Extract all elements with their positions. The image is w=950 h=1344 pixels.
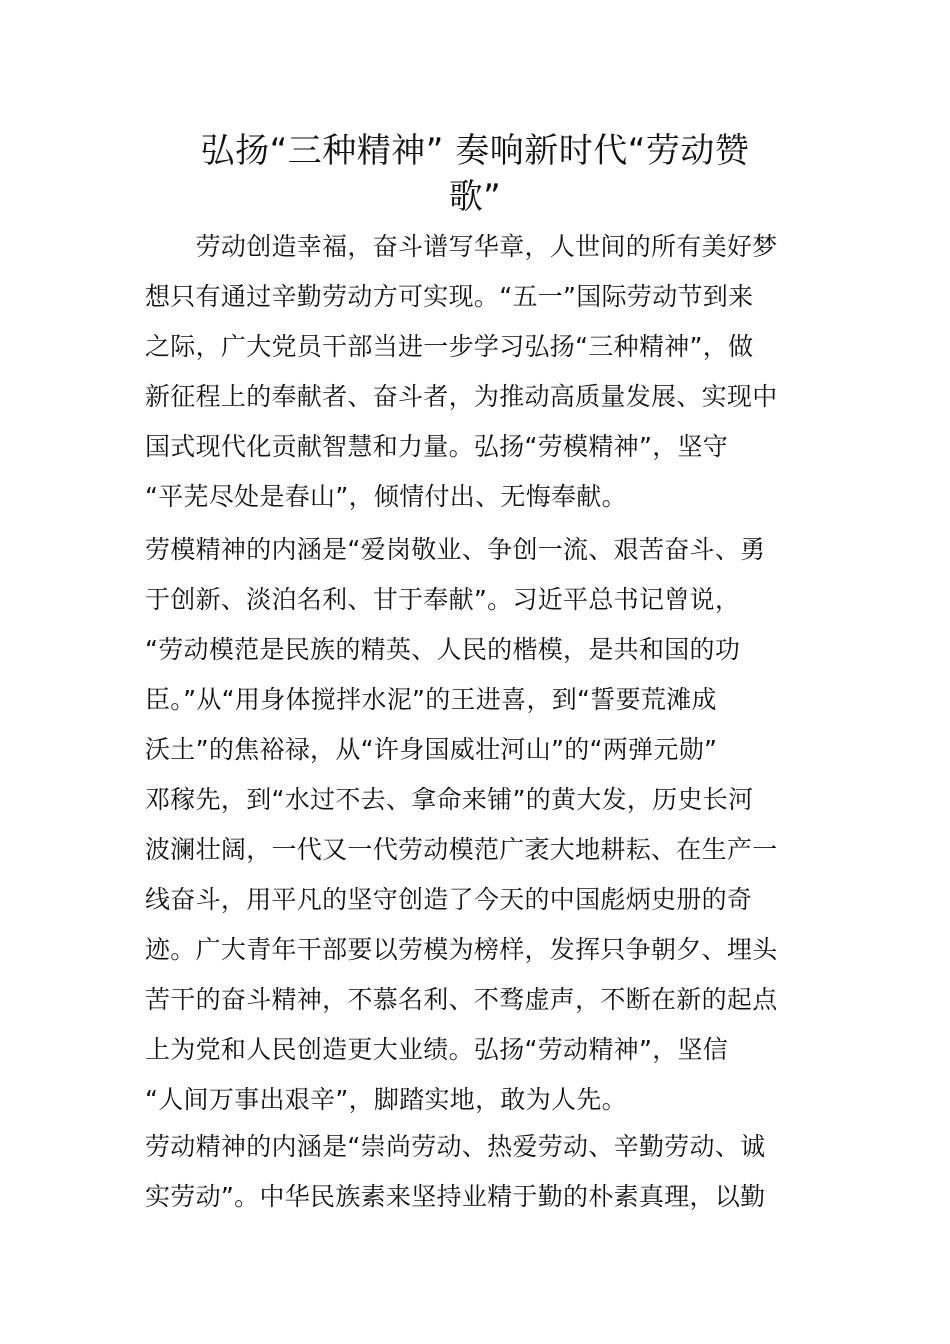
text-line: 想只有通过辛勤劳动方可实现。“五一”国际劳动节到来 bbox=[145, 282, 754, 311]
text-line: 新征程上的奉献者、奋斗者，为推动高质量发展、实现中 bbox=[145, 382, 778, 411]
text-line: 实劳动”。中华民族素来坚持业精于勤的朴素真理，以勤 bbox=[145, 1182, 766, 1211]
paragraph-3 bbox=[145, 1122, 807, 1222]
title-line: 弘扬“三种精神” 奏响新时代“劳动赞 bbox=[200, 131, 750, 171]
text-line: 劳模精神的内涵是“爱岗敬业、争创一流、艰苦奋斗、勇 bbox=[145, 535, 766, 564]
paragraph-2 bbox=[145, 525, 807, 1125]
text-line: “人间万事出艰辛”，脚踏实地，敢为人先。 bbox=[145, 1085, 627, 1114]
text-line: 劳动创造幸福，奋斗谱写华章，人世间的所有美好梦 bbox=[145, 232, 778, 261]
text-line: 沃土”的焦裕禄，从“许身国威壮河山”的“两弹元勋” bbox=[145, 735, 718, 764]
text-line: 苦干的奋斗精神，不慕名利、不骛虚声，不断在新的起点 bbox=[145, 985, 778, 1014]
text-line: 之际，广大党员干部当进一步学习弘扬“三种精神”，做 bbox=[145, 332, 754, 361]
text-line: 国式现代化贡献智慧和力量。弘扬“劳模精神”，坚守 bbox=[145, 432, 729, 461]
text-line: 迹。广大青年干部要以劳模为榜样，发挥只争朝夕、埋头 bbox=[145, 935, 778, 964]
paragraph-1 bbox=[145, 222, 807, 522]
text-line: 邓稼先，到“水过不去、拿命来铺”的黄大发，历史长河 bbox=[145, 785, 754, 814]
title-line: 歌” bbox=[448, 177, 502, 217]
text-line: 波澜壮阔，一代又一代劳动模范广袤大地耕耘、在生产一 bbox=[145, 835, 778, 864]
text-line: 线奋斗，用平凡的坚守创造了今天的中国彪炳史册的奇 bbox=[145, 885, 753, 914]
text-line: 上为党和人民创造更大业绩。弘扬“劳动精神”，坚信 bbox=[145, 1035, 729, 1064]
document-title bbox=[145, 128, 805, 220]
text-line: “劳动模范是民族的精英、人民的楷模，是共和国的功 bbox=[145, 635, 741, 664]
text-line: 劳动精神的内涵是“崇尚劳动、热爱劳动、辛勤劳动、诚 bbox=[145, 1132, 766, 1161]
text-line: 于创新、淡泊名利、甘于奉献”。习近平总书记曾说， bbox=[145, 585, 741, 614]
text-line: 臣。”从“用身体搅拌水泥”的王进喜，到“誓要荒滩成 bbox=[145, 685, 717, 714]
text-line: “平芜尽处是春山”，倾情付出、无悔奉献。 bbox=[145, 482, 627, 511]
